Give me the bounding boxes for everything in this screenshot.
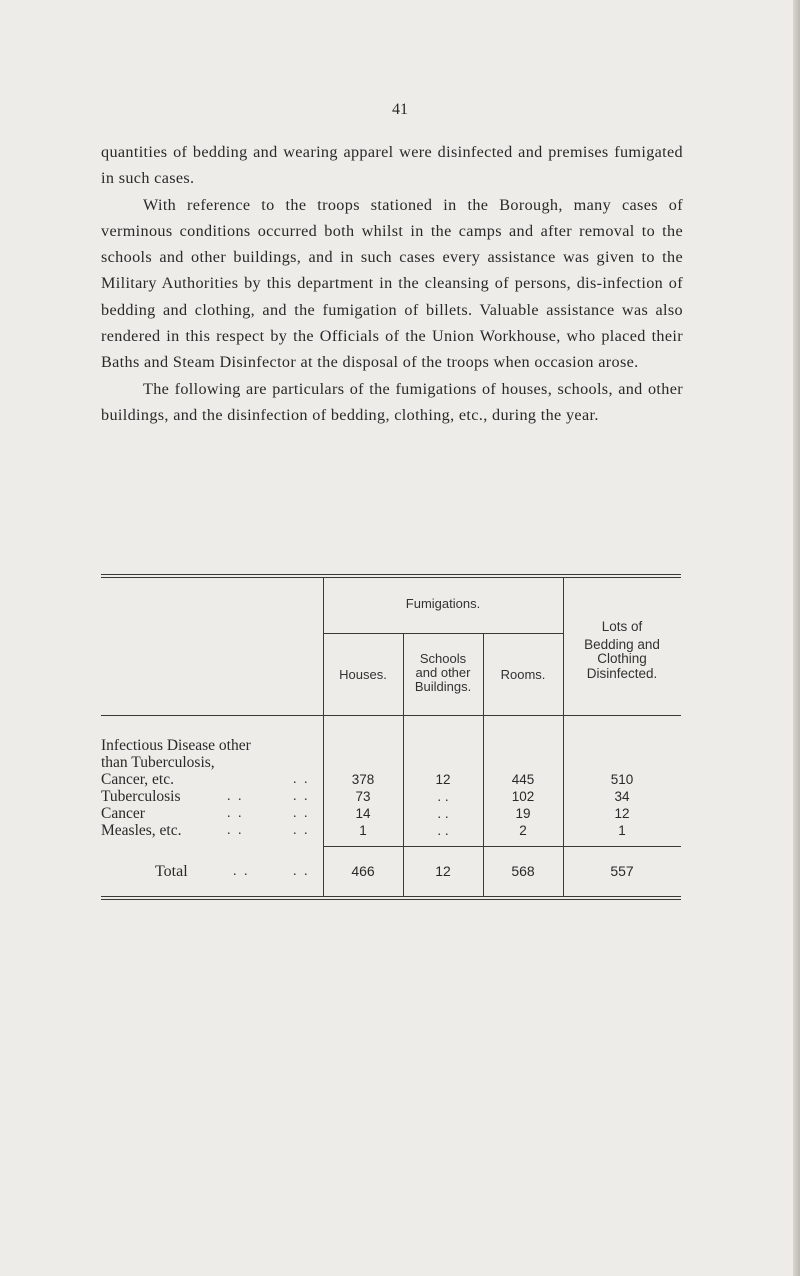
body-text (101, 139, 683, 428)
cell-lots: 34 (614, 789, 630, 804)
row-dots-mid: . . (227, 823, 244, 838)
row-dots: . . (293, 823, 310, 838)
cell-lots: 1 (618, 823, 626, 838)
paragraph-1: quantities of bedding and wearing apparel were disinfected and premises fumigated in such cases. (101, 143, 683, 188)
cell-rooms: 445 (511, 772, 535, 787)
col-divider-1 (323, 577, 324, 896)
row-label-tuberculosis: Tuberculosis (101, 788, 181, 805)
row-label-total: Total (155, 863, 188, 880)
schools-header-line-3: Buildings. (414, 679, 472, 694)
page-edge-shadow (793, 0, 800, 1276)
table-bottom-rule (101, 896, 681, 897)
total-rooms: 568 (511, 863, 535, 879)
row-dots-mid: . . (227, 806, 244, 821)
cell-houses: 14 (355, 806, 371, 821)
cell-schools: . . (437, 789, 449, 804)
row-label-infectious-line-3: Cancer, etc. (101, 771, 174, 788)
header-bottom-rule (101, 715, 681, 716)
cell-lots: 510 (610, 772, 634, 787)
total-lots: 557 (610, 863, 634, 879)
cell-schools: 12 (435, 772, 451, 787)
total-dots-mid: . . (233, 864, 250, 879)
row-label-infectious-line-2: than Tuberculosis, (101, 754, 215, 771)
lots-header-line-4: Disinfected. (586, 665, 658, 681)
total-dots: . . (293, 864, 310, 879)
schools-header-line-1: Schools (419, 651, 467, 666)
row-dots-mid: . . (227, 789, 244, 804)
cell-rooms: 19 (515, 806, 531, 821)
total-top-rule (323, 846, 681, 847)
row-label-infectious (101, 737, 251, 788)
row-label-infectious-line-1: Infectious Disease other (101, 737, 251, 754)
row-dots: . . (293, 772, 310, 787)
cell-rooms: 102 (511, 789, 535, 804)
row-dots: . . (293, 789, 310, 804)
lots-header-line-3: Clothing (597, 651, 647, 666)
fumigations-underline (323, 633, 563, 634)
table-bottom-rule-inner (101, 899, 681, 900)
total-houses: 466 (351, 863, 375, 879)
table-top-rule (101, 574, 681, 575)
cell-houses: 378 (351, 772, 375, 787)
paragraph-2: With reference to the troops stationed in the Borough, many cases of verminous conditions occurred both whilst in the camps and after removal to the schools and other buildings, and in such cases every assistance was given to the Military Authorities by this department in the cleansing of persons, dis-infection of bedding and clothing, and the fumigation of billets. Valuable assistance was also rendered in this respect by the Officials of the Union Workhouse, who placed their Baths and Steam Disinfector at the disposal of the troops when occasion arose. (101, 195, 683, 372)
schools-header (403, 652, 483, 694)
fumigations-header: Fumigations. (405, 596, 481, 611)
cell-houses: 73 (355, 789, 371, 804)
cell-rooms: 2 (519, 823, 527, 838)
lots-header-line-1: Lots of (601, 619, 643, 634)
fumigation-table (101, 574, 681, 900)
lots-header-line-2: Bedding and (584, 636, 660, 652)
schools-header-line-2: and other (415, 665, 471, 680)
row-label-measles: Measles, etc. (101, 822, 182, 839)
houses-header: Houses. (339, 667, 387, 682)
cell-schools: . . (437, 823, 449, 838)
table-top-rule-inner (101, 577, 681, 578)
page-number: 41 (392, 101, 408, 118)
total-schools: 12 (435, 863, 451, 879)
cell-schools: . . (437, 806, 449, 821)
paragraph-3: The following are particulars of the fumigations of houses, schools, and other buildings, and the disinfection of bedding, clothing, etc., during the year. (101, 379, 683, 424)
row-dots: . . (293, 806, 310, 821)
row-label-cancer: Cancer (101, 805, 145, 822)
lots-header (563, 620, 681, 681)
rooms-header: Rooms. (500, 667, 546, 682)
cell-houses: 1 (359, 823, 367, 838)
cell-lots: 12 (614, 806, 630, 821)
